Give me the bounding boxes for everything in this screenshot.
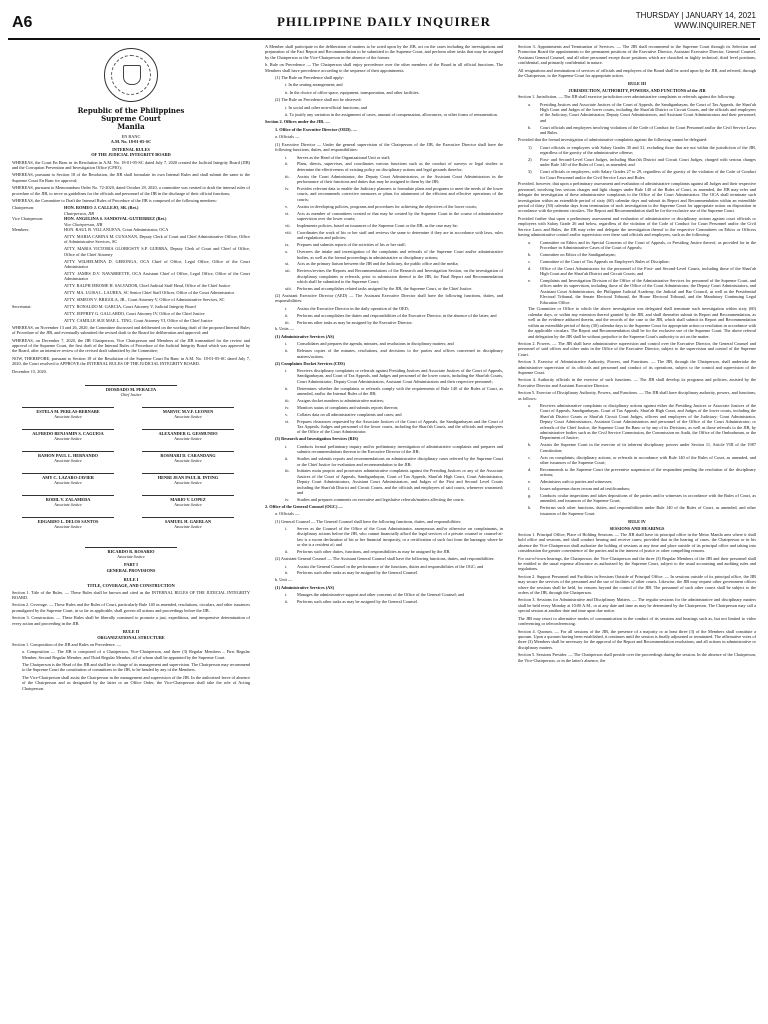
list-item: a. Presiding Justices and Associate Justices of the Court of Appeals, the Sandiganbayan, the Court of Tax Appeals, the Shari'ah High Court and Judges of the lower courts, including the Shari'ah District or Circuit Courts, and the officials and employees of the Judiciary, Court Administrator, Deputy Court Administrators, and Assistant Court Administrators and their personnel; and [528, 101, 756, 123]
member-entry: ATTY. MA. LUISA L. LAUREA, SC Senior Chief Staff Officer, Office of the Court Administrator [64, 290, 235, 296]
vice-row [12, 216, 250, 227]
section-title-of-rules: Section 1. Title of the Rules. — These Rules shall be known and cited as the INTERNAL RULES OF THE JUDICIAL INTEGRITY BOARD. [12, 589, 250, 600]
section-principal-office: Section 1. Principal Office; Place of Holding Sessions. — The JIB shall have its principal office in the Metro Manila area where it shall hold office and sessions, and shall conduct hearing and receive cases; provided that in the hearing of cases, the Chairperson or in his absence the Vice-Chairperson shall authorize the holding of sessions at any time and place outside of its principal office and taking into consideration the greater convenience of the parties and in the interest of justice or other compelling reasons. [518, 532, 756, 554]
member-entry: ATTY. MARIA CARINA M. CUNANAN, Deputy Clerk of Court and Chief Administrative Officer, Office of Administrative Services, SC [64, 234, 250, 245]
date-block [636, 11, 756, 31]
chair-name: HON. ROMEO J. CALLEJO, SR. (Ret.) [64, 205, 139, 211]
whereas-2: WHEREAS, pursuant to Section 18 of the Resolution, the JIB shall formulate its own Internal Rules and shall submit the same to the Supreme Court En Banc for approval; [12, 172, 250, 183]
en-banc: EN BANC [121, 134, 141, 139]
officials-heading: a. Officials — [275, 134, 300, 140]
secretariat-entry: ATTY. RONALDO M. GARCIA, Court Attorney V, Judicial Integrity Board [64, 303, 196, 309]
members-row [12, 227, 250, 304]
section-sessions: Section 3. Sessions for Administrative and Disciplinary Matters. — The regular sessions for the administrative and disciplinary matters shall be held every Monday at 10:00 A.M., or at any date and time as may be determined by the Chairperson. The Chairperson may call a special session at another date and time upon due notice. [518, 597, 756, 614]
secretariat-entry: ATTY. CAMILLE SUE MAE L. TING, Court Attorney VI, Office of the Chief Justice [64, 317, 213, 323]
section-appointments: Section 3. Appointments and Termination of Services. — The JIB shall recommend to the Supreme Court through its Selection and Promotion Board the appointments to the permanent positions of the Executive Director, Assistant Executive Director, General Counsel, Assistant General Counsel, and all other personnel except those positions which are classified as highly technical, third level positions, confidential, and primarily confidential in nature. [518, 44, 756, 66]
gc-duties-list [265, 526, 503, 555]
republic-heading: Republic of the Philippines [77, 106, 185, 115]
list-item: ii. Performs and accomplishes the duties and responsibilities of the Executive Director, in the absence of the latter; and [285, 312, 497, 318]
list-item: xii. Reviews/revises the Reports and Recommendations of the Research and Investigation Section, on the investigation of disciplinary complaints or referrals, prior to submission thereof to the JIB, for Final Report and Recommendation which shall be submitted to the Supreme Court; [285, 268, 503, 285]
list-item: d. Office of the Court Administrator for the personnel of the First- and Second-Level Courts, including those of the Shari'ah High Court and the Shari'ah District and Circuit Courts; and [528, 265, 756, 277]
offices-heading: Section 2. Offices under the JIB. — [265, 119, 330, 125]
rule-on-precedence: b. Rule on Precedence — The Chairperson shall enjoy precedence over the other members of the Board in all official functions. The Members shall have precedence according to the sequence of their appointments. [265, 62, 503, 73]
disciplinary-list [518, 403, 756, 516]
list-item: ii. Determines whether the complaints or referrals comply with the requirements of Rule 140 of the Rules of Court, as amended, and/or the Internal Rules of the JIB; [285, 385, 503, 397]
list-item: iv. Studies and prepares comments on executive and legislative referrals/matters affecting the courts. [285, 496, 465, 502]
section-disciplinary-authority: Section 5. Exercise of Disciplinary Authority, Powers, and Functions. — The JIB shall have disciplinary authority, powers, and functions, as follows: [518, 390, 756, 401]
list-item: a. Receives administrative complaints or disciplinary actions against either the Presiding Justices or Associate Justices of the Court of Appeals, Sandiganbayan, Court of Tax Appeals, Shari'ah High Court, and Judges of the lower courts, including the Shari'ah District Courts or Shari'ah Circuit Court Judges, officers and employees of the Judiciary; Court Administrator, Deputy Court Administrators, Assistant Court Administrators and personnel of the Office of the Court Administrator; or referrals of the Chief Justice, the Supreme Court En Banc or by any of its Divisions, as well as those referrals to the JIB, by administrative bodies such as the Civil Service Commission, the Commission on Audit, the Office of the Ombudsman, or the Department of Justice; [528, 402, 756, 441]
agc-duties-list [265, 564, 503, 576]
list-item: iii. Performs other tasks as may be assigned by the Executive Director. [285, 319, 413, 325]
composition-p1: The Chairperson is the Head of the JIB and shall be in charge of its management and supervision. The Chairperson may recommend to the Supreme Court the constitution of committees in the JIB, to be headed by any of the Members. [22, 662, 250, 673]
list-item: e. Administers oath to parties and witnesses; [528, 479, 613, 485]
member-entry: ATTY. WILHELMINA D. GERONGA, OCA Chief of Office, Legal Office, Office of the Court Administrator [64, 258, 250, 270]
whereas-6: WHEREAS, on December 7, 2020, the JIB Chairperson, Vice Chairperson and Members of the JIB transmitted for the review and approval of the Supreme Court, the first draft of the Internal Rules of Procedure of the Judicial Integrity Board which was approved by the Board, after an intensive review of the revised draft submitted by the Committee; [12, 337, 250, 354]
ris-duties-list [265, 444, 503, 503]
city-heading: Manila [117, 122, 145, 131]
ogc-heading: 2. Office of the General Counsel (OGC) — [265, 503, 343, 509]
precedence-apply-ii: ii. In the choice of office space, equipment, transportation, and other facilities. [285, 89, 420, 95]
oed-heading: 1. Office of the Executive Director (OED). — [275, 126, 358, 132]
page-header [8, 4, 760, 38]
rule-2-heading: RULE II [122, 629, 140, 634]
list-item: i. Assists the Executive Director in the daily operation of the OED; [285, 305, 409, 311]
ogc-officials: a. Officials — [275, 511, 300, 517]
list-item: xiii. Performs and accomplishes related tasks assigned by the JIB, the Supreme Court, or the Chief Justice. [285, 286, 473, 292]
signature: RODIL V. ZALAMEDA Associate Justice [22, 486, 114, 507]
signature: RICARDO R. ROSARIO Associate Justice [85, 538, 177, 559]
section-quorum: Section 4. Quorum. — For all sessions of the JIB, the presence of a majority or at least three (3) of the Members shall constitute a quorum. Upon a quorum having been established, it continues until the session is finally adjourned or terminated. The affirmative votes of three (3) Members shall be necessary for the approval of the Report and Recommendation resolutions, and all actions in administrative or disciplinary matters. [518, 628, 756, 650]
header-rule [8, 38, 760, 40]
section-coverage: Section 2. Coverage. — These Rules and the Rules of Court, particularly Rule 140 as amended, resolutions, circulars, and other issuances promulgated by the Supreme Court, in so far as applicable, shall govern all actions and proceedings before the JIB. [12, 602, 250, 613]
precedence-apply: (1) The Rule on Precedence shall apply: [275, 75, 344, 81]
list-item: d. Recommends to the Supreme Court the preventive suspension of the respondent pending the resolution of the disciplinary actions; [528, 466, 756, 478]
section-out-of-town: For out-of-town hearings, the Chairperson, the Vice-Chairperson and the three (3) Regular Members of the JIB and their personnel shall be entitled to the usual expense allowance as authorized by the Supreme Court, subject to the usual accounting and auditing rules and regulations. [518, 555, 756, 572]
rule-2-title: ORGANIZATIONAL STRUCTURE [97, 635, 165, 641]
committee-paragraph: The Committee or Office to which the above investigation was delegated shall terminate such investigation within sixty (60) calendar days, or within any extension thereof granted by the JIB, and shall thereafter submit its Report and Recommendation, as well as the evidence adduced therein, and the records of the case to the JIB, which shall submit its Report and Recommendation within an extendible period of thirty (30) calendar days to the Supreme Court for appropriate action or resolution in accordance with the applicable circulars. The Report and Recommendation shall be for the exclusive use of the Supreme Court. The above referral and delegation by the JIB shall be without prejudice to the Supreme Court's authority to act on the matter. [528, 306, 756, 339]
administrative-services-heading: (1) Administrative Services (AS) [275, 333, 335, 339]
executive-director: (1) Executive Director — Under the general supervision of the Chairperson of the JIB, the Executive Director shall have the following functions, duties, and responsibilities: [275, 141, 503, 153]
cds-duties-list [265, 368, 503, 435]
list-item: b. Court officials and employees involving violations of the Code of Conduct for Court Personnel and/or the Civil Service Laws and Rules. [528, 124, 756, 136]
signature: EDGARDO L. DELOS SANTOS Associate Justice [22, 508, 114, 529]
unit-heading: b. Unit — [275, 577, 293, 583]
list-item: ii. Performs such other tasks as may be assigned by the General Counsel. [285, 599, 419, 605]
column-2 [265, 44, 503, 1016]
list-item: b. Assists the Supreme Court in the exercise of its inherent disciplinary powers under Section 11, Article VIII of the 1987 Constitution; [528, 442, 756, 453]
list-item: i. Manages the administrative support and other concerns of the Office of the General Counsel; and [285, 592, 465, 598]
list-item: g. Conducts ocular inspections and takes depositions of the parties and/or witnesses in accordance with the Rules of Court, as amended, and issuances of the Supreme Court; [528, 493, 756, 504]
list-item: xi. Acts as the primary liaison between the JIB and the Judiciary, the public office and the media; [285, 261, 459, 267]
part-1-heading: PART I [124, 561, 138, 567]
list-item: i. Conducts formal preliminary inquiry and/or preliminary investigation of administrative complaints and prepares and submits recommendations thereon to the Executive Director of the JIB; [285, 443, 503, 455]
vice-name: HON. ANGELINA S. SANDOVAL-GUTIERREZ (Ret.) [64, 216, 167, 222]
chair-row [12, 205, 250, 216]
assistant-general-counsel: (2) Assistant General Counsel — The Assistant General Counsel shall have the following functions, duties, and responsibilities: [275, 556, 495, 562]
signature: MARVIC M.V.F. LEONEN Associate Justice [142, 398, 234, 419]
precedence-not-i: i. In social and other non-official functions; and [285, 104, 368, 110]
column-3 [518, 44, 756, 1016]
website: WWW.INQUIRER.NET [674, 21, 756, 30]
page-folio: A6 [12, 14, 33, 31]
signature: AMY C. LAZARO-JAVIER Associate Justice [22, 464, 114, 485]
vice-title: Vice Chairperson, JIB [64, 221, 103, 227]
rule-1-heading: RULE I [123, 576, 139, 582]
list-item: ii. Performs such other duties, functions, and responsibilities as may be assigned by the JIB. [285, 549, 451, 555]
research-investigation-heading: (3) Research and Investigation Services (RIS) [275, 436, 359, 442]
signatures-block [12, 376, 250, 536]
member-entry: ATTY. SIMEON V. BRIGOLA, JR., Court Attorney V, Office of Administrative Services, SC [64, 297, 225, 303]
units-heading: b. Units — [275, 326, 294, 332]
assistant-executive-director: (2) Assistant Executive Director (AED) — The Assistant Executive Director shall have the following functions, duties, and responsibilities: [275, 292, 503, 304]
list-item: x. Oversees the intake and investigation of the complaints and referrals of the Supreme Court and/or administrative bodies, as well as the formal proceedings in administrative or disciplinary actions; [285, 249, 503, 260]
list-item: ix. Prepares and submits reports of the activities of his or her staff; [285, 242, 406, 248]
signature: RAMON PAUL L. HERNANDO Associate Justice [22, 442, 114, 463]
ogc-administrative-services: (1) Administrative Services (AS) [275, 584, 335, 590]
secretariat-role: Secretariat: [12, 303, 32, 309]
proviso-3: Provided further that upon a preliminary assessment and evaluation of administrative or disciplinary actions against court officials or employees with Salary Grade 26 and below, regardless of the violation of the Code of Conduct for Court Personnel and/or the Civil Service Laws and Rules, the JIB may refer and delegate the investigation thereof to the respective Committees on Ethics or Officers having administrative control and/or supervision over these said officials and employees, such as the following: [518, 215, 756, 238]
general-counsel: (1) General Counsel — The General Counsel shall have the following functions, duties, and responsibilities: [275, 518, 462, 524]
signature: MARIO V. LOPEZ Associate Justice [142, 486, 234, 507]
list-item: ii. Plans, directs, supervises, and coordinates various functions such as the conduct of surveys or legal studies to determine the effectiveness of existing policy on disciplinary actions and legal grounds therefor; [285, 161, 503, 172]
precedence-apply-i: i. In the seating arrangement; and [285, 82, 343, 88]
list-item: i. Assists the General Counsel in the performance of the functions, duties and responsibilities of the OGC; and [285, 563, 484, 569]
signature: SAMUEL H. GAERLAN Associate Justice [142, 508, 234, 529]
list-item: 2) First- and Second-Level Court Judges, including Shari'ah District and Circuit Court Judges, charged with serious charges under Rule 140 of the Rules of Court, as amended; and [528, 156, 756, 168]
column-1 [12, 44, 250, 1016]
list-item: 1) Court officials or employees with Salary Grades 30 and 31, excluding those that are not within the jurisdiction of the JIB, regardless of the gravity of the administrative offense; [528, 144, 756, 155]
issue-date: THURSDAY | JANUARY 14, 2021 [635, 11, 756, 20]
signature: DIOSDADO M. PERALTA Chief Justice [85, 376, 177, 397]
secretariat-row [12, 304, 250, 325]
ogc-as-list [265, 592, 503, 604]
section-authority-officials: Section 4. Authority officials in the exercise of such functions. — The JIB shall develop its programs and policies, assisted by the Executive Director and Assistant Executive Director. [518, 377, 756, 388]
list-item: iv. Monitors status of complaints and submits reports thereon; [285, 404, 399, 410]
section-jurisdiction: Section 1. Jurisdiction. — The JIB shall exercise jurisdiction over administrative complaints or referrals against the following: [518, 94, 736, 100]
list-item: ii. Performs such other tasks as may be assigned by the General Counsel. [285, 570, 419, 576]
members-role: Members: [12, 227, 30, 233]
list-item: viii. Coordinates the work of his or her staff and reviews the same to determine if they are in accordance with laws, rules and regulations and policies; [285, 229, 503, 241]
list-item: e. Complaints and Investigation Division of the Office of the Administrative Services for personnel of the Supreme Court, and offices under its supervision, including those of the Office of the Court Administrator, the Deputy Court Administrators, and Assistant Court Administrators, the Philippine Judicial Academy, the Judicial and Bar Council, as well as the Presidential Electoral Tribunal, the Senate Electoral Tribunal, the House Electoral Tribunal, and the Mandatory Continuing Legal Education Office. [528, 277, 756, 305]
list-item: i. Receives disciplinary complaints or referrals against Presiding Justices and Associate Justices of the Court of Appeals, Sandiganbayan, and Court of Tax Appeals, and Judges and personnel of the lower courts, including the Shari'ah Courts, Court Administrator, Deputy Court Administrators, Assistant Court Administrators and their respective personnel; [285, 367, 503, 384]
list-item: ii. Releases copies of the minutes, resolutions, and decisions to the parties and offices concerned in disciplinary matters/actions. [285, 348, 503, 359]
rule-1-title: TITLE, COVERAGE, AND CONSTRUCTION [87, 583, 175, 589]
am-number: A.M. No. 18-01-05-SC [110, 139, 152, 145]
rule-4-title: SESSIONS AND HEARINGS [609, 525, 665, 531]
precedence-not-ii: ii. To justify any variation in the assignment of cases, amount of compensation, allowances, or other forms of remuneration. [285, 112, 498, 118]
list-item: h. Performs such other functions, duties, and responsibilities under Rule 140 of the Rules of Court, as amended, and other issuances of the Supreme Court. [528, 505, 756, 516]
signature: ROSMARI D. CARANDANG Associate Justice [142, 442, 234, 463]
list-item: c. Acts on complaints, disciplinary actions, or referrals in accordance with Rule 140 of the Rules of Court, as amended, and other issuances of the Supreme Court; [528, 454, 756, 466]
composition-p2: The Vice-Chairperson shall assist the Chairperson in the management and supervision of the JIB. In the authorized leave of absence of the Chairperson and as designated by the latter or an Office Order, the Vice-Chairperson shall take the role of Acting Chairperson. [22, 674, 250, 691]
list-item: v. Assists in developing policies, programs and procedures for achieving the objectives of the lower courts; [285, 203, 478, 209]
section-composition: Section 1. Composition of the JIB and Rules on Precedence. — [12, 641, 122, 647]
member-entry: ATTY. RALPH JEROME H. SALVADOR, Chief Judicial Staff Head, Office of the Chief Justice [64, 283, 231, 289]
signature: ALEXANDER G. GESMUNDO Associate Justice [142, 420, 234, 441]
signature: ALFREDO BENJAMIN S. CAGUIOA Associate Justice [22, 420, 114, 441]
member-entry: HON. RAUL B. VILLANUEVA, Court Administrator, OCA [64, 227, 169, 233]
ed-duties-list [265, 155, 503, 292]
masthead: PHILIPPINE DAILY INQUIRER [276, 14, 491, 29]
signature: HENRI JEAN PAUL B. INTING Associate Justice [142, 464, 234, 485]
list-item: i. Serves as the Counsel of the Office of the Court Administrator, anonymous and/or otherwise on complainants, in disciplinary actions before the JIB, who cannot financially afford the legal services of a private counsel or counsel-at-law is a sworn declaration of his or her financial incapacity, or a certification of such fact from the barangay where he or she is a resident of; and [285, 526, 503, 548]
member-entry: ATTY. JAMES D.V. NAVARRETTE, OCA Assistant Chief of Office, Legal Office, Office of the Court Administrator [64, 270, 250, 282]
member-entry: ATTY. MARIA VICTORIA GLORIOSTY S.P. GUERRA, Deputy Clerk of Court and Chief of Office, Office of the Chief Attorney [64, 246, 250, 257]
court-heading: Supreme Court [101, 114, 161, 123]
chair-title: Chairperson, JIB [64, 210, 94, 216]
section-admin-authority: Section 3. Exercise of Administrative Authority, Powers, and Functions. — The JIB, through the Chairperson, shall undertake the administrative supervision of its officials and personnel and conduct of its operations, subject to the control and supervision of the Supreme Court. [518, 359, 756, 375]
whereas-3: WHEREAS, pursuant to Memorandum Order No. 72-2020, dated October 29, 2020, a committee was created to draft the internal rules of procedure of the JIB, to serve as guidelines for the officials and personnel of the JIB in the discharge of their official functions; [12, 185, 250, 196]
list-item: 3) Court officials or employees, with Salary Grades 27 to 29, regardless of the gravity of the violation of the Code of Conduct for Court Personnel and/or the Civil Service Laws and Rules. [528, 169, 756, 180]
list-item: vi. Prepares clearances requested by the Associate Justices of the Court of Appeals, the Sandiganbayan and the Court of Tax Appeals, Judges and personnel of the lower courts, including the Shari'ah Courts, and the officials and employees of the Office of the Court Administrator. [285, 418, 503, 435]
whereas-5: WHEREAS, on November 13 and 26, 2020, the Committee discussed and deliberated on the working draft of the proposed Internal Rules of Procedure of the JIB, and eventually submitted the revised draft to the Board for deliberation and approval; and [12, 324, 250, 336]
whereas-1: WHEREAS, the Court En Banc in its Resolution in A.M. No. 18-01-05-SC dated July 7, 2020 created the Judicial Integrity Board (JIB) and the Corruption Prevention and Investigation Office (CPIO); [12, 159, 250, 171]
list-item: vii. Implements policies, based on issuances of the Supreme Court or the JIB, as the case may be; [285, 222, 458, 228]
complaints-docket-heading: (2) Complaints Docket Services (CDS) [275, 360, 345, 366]
section-powers: Section 2. Powers. — The JIB shall have administrative supervision and control over the Executive Director, the General Counsel and personnel of said offices and other units in the Office of the Executive Director, subject to the supervision and control of the Supreme Court. [518, 340, 756, 357]
secretariat-entry: ATTY. JEFFREY G. GALLARDO, Court Attorney IV, Office of the Chief Justice [64, 310, 205, 316]
composition-a: a. Composition — The JIB is composed of a Chairperson, Vice-Chairperson, and three (3) Regular Members – First Regular Member, Second Regular Member, and Third Regular Member, all of whom shall be appointed by the Supreme Court. [22, 649, 250, 660]
list-item: c. Committee of the Court of Tax Appeals on Employee's Rules of Discipline; [528, 258, 670, 264]
proviso-list [518, 145, 756, 180]
jurisdiction-list [518, 102, 756, 136]
as-duties-list [265, 341, 503, 359]
list-item: vi. Acts as member of committees created or that may be created by the Supreme Court in the course of administrative supervision over the lower courts; [285, 210, 503, 222]
list-item: iii. Assigns docket numbers to administrative matters; [285, 397, 384, 403]
rule-3-heading: RULE III [627, 81, 647, 87]
section-support-personnel: Section 2. Support Personnel and Facilities in Sessions Outside of Principal Office. — In sessions outside of its principal office, the JIB may secure the services of the personnel and the use of facilities of other courts. Likewise, the JIB may request other government offices where the sessions shall be held, for reasons beyond the control of the JIB. The personnel of such other courts shall be subject to the orders of the JIB, through the Chairperson. [518, 573, 756, 596]
member-intro: A Member shall participate in the deliberation of matters to be acted upon by the JIB, act on the cases including the investigations and preparation of the Fact Report and Recommendation to be submitted to the Supreme Court, and perform other tasks that may be assigned by the Chairperson or the Vice-Chairperson in the absence of the former. [265, 44, 503, 60]
list-item: b. Committee on Ethics of the Sandiganbayan; [528, 251, 616, 257]
section-resignations: All resignations and terminations of services of officials and employees of the Board shall be acted upon by the JIB, and referred, through the Chairperson, to the Supreme Court for appropriate action. [518, 67, 756, 79]
whereas-4: WHEREAS, the Committee to Draft the Internal Rules of Procedure of the JIB is composed of the following members: [12, 198, 217, 204]
vice-role: Vice Chairperson: [12, 216, 44, 222]
aed-duties-list [265, 306, 503, 325]
proviso-2: Provided, however, that upon a preliminary assessment and evaluation of administrative complaints against all Judges and their respective personnel, involving less serious charges and light charges under Rule 140 of the Rules of Court, as amended, the JIB may refer and delegate the investigation of these administrative complaints to the Office of the Court Administrator. The OCA shall terminate such investigation within an extendible period of sixty (60) calendar days and submit its Report and Recommendation within an extendible period of thirty (30) calendar days from termination of such investigation to the Supreme Court for appropriate action on disposition in accordance with the pertinent circulars. The Report and Recommendation shall be for the exclusive use of the Supreme Court. [518, 181, 756, 214]
list-item: v. Collates data on all administrative complaints and cases; and [285, 411, 402, 417]
list-item: iv. Provides relevant data to enable the Judiciary planners to formulate plans and programs to meet the needs of the lower courts, and recommends corrective measures or plans for attainment of the efficient and effective operations of the courts; [285, 186, 503, 202]
rules-title: INTERNAL RULES [112, 146, 150, 152]
signature: ESTELA M. PERLAS-BERNABE Associate Justice [22, 398, 114, 419]
rule-4-heading: RULE IV [628, 519, 646, 525]
rule-3-title: JURISDICTION, AUTHORITY, POWERS, AND FUNCTIONS of the JIB [568, 87, 706, 93]
resolution-date: December 15, 2020. [12, 368, 47, 374]
supreme-court-seal [104, 48, 158, 102]
list-item: iii. Initiates motu proprio and prosecutes administrative complaints against the Presiding Justices or any of the Associate Justices of the Court of Appeals, Sandiganbayan, Court of Tax Appeals, Shari'ah High Court, Court Administrator, Deputy Court Administrators, Assistant Court Administrators, and Judges of the First and Second Level Courts including the Shari'ah District and Circuit Courts, and the officials and employees of said courts, whenever warranted; and [285, 468, 503, 496]
section-construction: Section 3. Construction. — These Rules shall be liberally construed to promote a just, expeditious, and inexpensive determination of every action and proceeding in the JIB. [12, 615, 250, 626]
referral-list [518, 240, 756, 305]
list-item: iii. Assists the Court Administrator, the Deputy Court Administrators, or the Assistant Court Administrators in the performance of their functions and duties that may be assigned to them by the JIB; [285, 173, 503, 185]
part-1-title: GENERAL PROVISIONS [106, 568, 156, 574]
list-item: f. Issues subpoenas duces tecum and ad testificandum; [528, 486, 630, 492]
precedence-not-observed: (2) The Rule on Precedence shall not be observed: [275, 97, 362, 103]
list-item: ii. Studies and submits reports and recommendations on administrative disciplinary cases referred by the Supreme Court or the Chief Justice for evaluation and recommendation to the JIB; [285, 456, 503, 467]
chair-role: Chairperson: [12, 205, 35, 211]
rules-subtitle: OF THE JUDICIAL INTEGRITY BOARD [91, 152, 171, 158]
list-item: a. Committee on Ethics and its Special Concerns of the Court of Appeals, or Presiding Justice thereof, as provided for in the Procedure in Administrative Cases of the Court of Appeals; [528, 239, 756, 250]
list-item: i. Serves as the Head of the Organizational Unit or staff; [285, 154, 391, 160]
proviso-1: Provided that the formal investigation of administrative complaints against the following cannot be delegated: [518, 137, 708, 143]
now-therefore: NOW, THEREFORE, pursuant to Section 18 of the Resolution of the Supreme Court En Banc in A.M. No. 18-01-05-SC dated July 7, 2020, the Court resolved to APPROVE the INTERNAL RULES OF THE JUDICIAL INTEGRITY BOARD. [12, 355, 250, 367]
section-alternative-modes: The JIB may resort to alternative modes of communication in the conduct of its sessions and hearings such as, but not limited to video conferencing or teleconferencing. [518, 615, 756, 627]
list-item: i. Consolidates and prepares the agenda, minutes, and resolutions in disciplinary matters; and [285, 341, 454, 347]
section-presider: Section 5. Sessions Presider. — The Chairperson shall preside over the proceedings during the session. In the absence of the Chairperson, the Vice-Chairperson, or in the latter's absence, the [518, 652, 756, 663]
